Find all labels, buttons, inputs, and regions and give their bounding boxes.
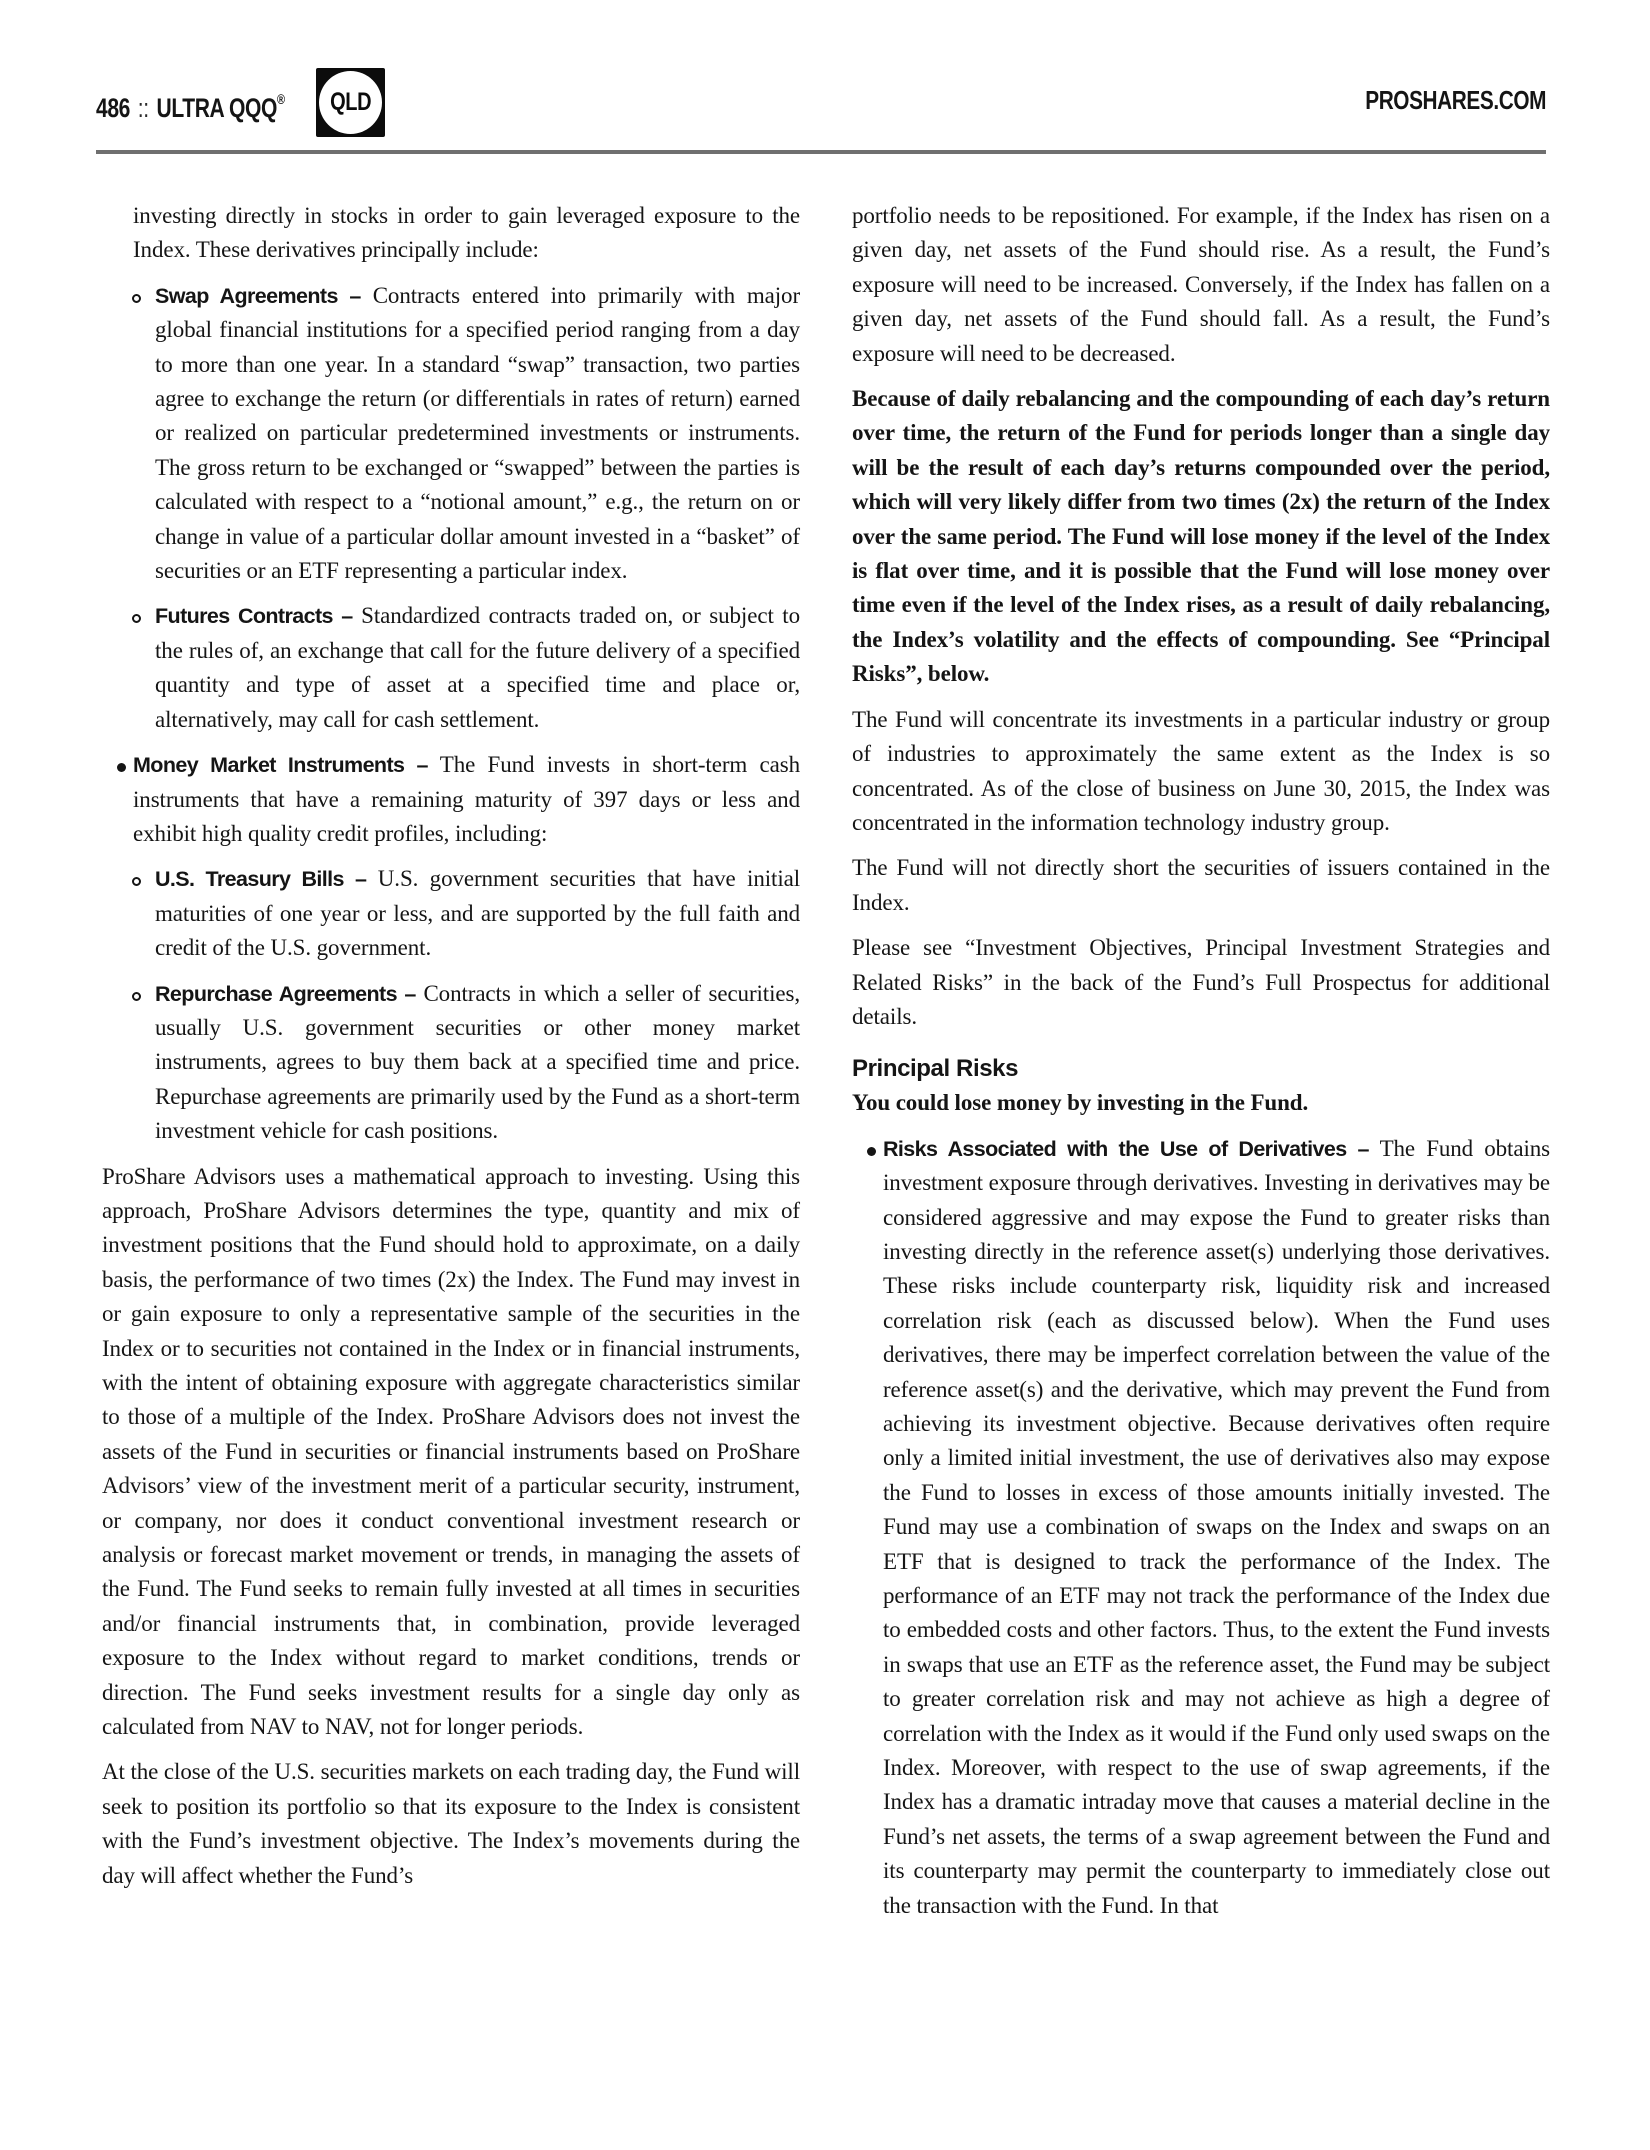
filled-bullet-icon [117, 763, 126, 772]
bullet-item [102, 748, 800, 851]
header-separator: :: [137, 93, 149, 123]
section-heading: Principal Risks [852, 1055, 1019, 1083]
left-column [102, 199, 800, 1934]
bullet-lead-label: Swap Agreements – [155, 283, 361, 308]
bullet-text: The Fund invests in short-term cash instruments that have a remaining maturity of 397 days or less and exhibit high quality credit profiles, including: [133, 752, 800, 846]
right-column [852, 199, 1550, 1934]
header-fund-title [96, 85, 285, 122]
page-header [96, 0, 1546, 154]
bold-paragraph: Because of daily rebalancing and the compounding of each day’s return over time, the return of the Fund for periods longer than a single day will be the result of each day’s returns compounded over the period, which will very likely differ from two times (2x) the return of the Index over the same period. The Fund will lose money if the level of the Index is flat over time, and it is possible that the Fund will lose money over time even if the level of the Index rises, as a result of daily rebalancing, the Index’s volatility and the effects of compounding. See “Principal Risks”, below. [852, 386, 1550, 687]
bullet-item [102, 862, 800, 965]
bullet-item [102, 977, 800, 1149]
bullet-lead-label: Risks Associated with the Use of Derivatives – [883, 1136, 1369, 1161]
bullet-lead-label: U.S. Treasury Bills – [155, 867, 367, 892]
bold-paragraph: You could lose money by investing in the Fund. [852, 1090, 1309, 1116]
page-number: 486 [96, 93, 130, 123]
bullet-text: The Fund obtains investment exposure through derivatives. Investing in derivatives may be considered aggressive and may expose the Fund to greater risks than investing directly in the reference asset(s) underlying those derivatives. These risks include counterparty risk, liquidity risk and increased correlation risk (each as discussed below). When the Fund uses derivatives, there may be imperfect correlation between the value of the reference asset(s) and the derivative, which may prevent the Fund from achieving its investment objective. Because derivatives often require only a limited initial investment, the use of derivatives also may expose the Fund to losses in excess of those amounts initially invested. The Fund may use a combination of swaps on the Index and swaps on an ETF that is designed to track the performance of the Index. The performance of an ETF may not track the performance of the Index due to embedded costs and other factors. Thus, to the extent the Fund invests in swaps that use an ETF as the reference asset, the Fund may be subject to greater correlation risk and may not achieve as high a degree of correlation with the Index as it would if the Fund only used swaps on the Index. Moreover, with respect to the use of swap agreements, if the Index has a dramatic intraday move that causes a material decline in the Fund’s net assets, the terms of a swap agreement between the Fund and its counterparty may permit the counterparty to immediately close out the transaction with the Fund. In that [883, 1135, 1550, 1918]
bullet-text: Contracts entered into primarily with major global financial institutions for a specified period ranging from a day to more than one year. In a standard “swap” transaction, two parties agree to exchange the return (or differentials in rates of return) earned or realized on particular predetermined investments or instruments. The gross return to be exchanged or “swapped” between the parties is calculated with respect to a “notional amount,” e.g., the return on or change in value of a particular dollar amount invested in a “basket” of securities or an ETF representing a particular index. [155, 282, 801, 584]
circle-bullet-icon [132, 877, 141, 886]
ticker-circle [319, 71, 382, 134]
registered-mark: ® [277, 91, 286, 107]
paragraph: portfolio needs to be repositioned. For example, if the Index has risen on a given day, net assets of the Fund should rise. As a result, the Fund’s exposure will need to be increased. Conversely, if the Index has fallen on a given day, net assets of the Fund should fall. As a result, the Fund’s exposure will need to be decreased. [852, 203, 1550, 366]
paragraph: At the close of the U.S. securities markets on each trading day, the Fund will seek to position its portfolio so that its exposure to the Index is consistent with the Fund’s investment objective. The Index’s movements during the day will affect whether the Fund’s [102, 1759, 800, 1888]
paragraph: The Fund will not directly short the securities of issuers contained in the Index. [852, 855, 1550, 915]
paragraph: Please see “Investment Objectives, Principal Investment Strategies and Related Risks” in the back of the Fund’s Full Prospectus for additional details. [852, 935, 1550, 1029]
website-url: PROSHARES.COM [1365, 85, 1546, 115]
ticker-label: QLD [329, 88, 372, 116]
two-column-body [102, 199, 1550, 1934]
bullet-item [852, 1132, 1550, 1923]
bullet-lead-label: Repurchase Agreements – [155, 981, 416, 1006]
bullet-lead-label: Futures Contracts – [155, 604, 353, 629]
filled-bullet-icon [867, 1147, 876, 1156]
bullet-item [102, 599, 800, 737]
circle-bullet-icon [132, 614, 141, 623]
paragraph: investing directly in stocks in order to gain leveraged exposure to the Index. These derivatives principally include: [133, 203, 800, 263]
header-divider [96, 150, 1546, 154]
bullet-lead-label: Money Market Instruments – [133, 753, 428, 778]
bullet-text: Contracts in which a seller of securities, usually U.S. government securities or other money market instruments, agrees to buy them back at a specified time and price. Repurchase agreements are primarily used by the Fund as a short-term investment vehicle for cash positions. [155, 980, 800, 1144]
fund-name: ULTRA QQQ [156, 93, 278, 123]
paragraph: The Fund will concentrate its investments in a particular industry or group of industries to approximately the same extent as the Index is so concentrated. As of the close of business on June 30, 2015, the Index was concentrated in the information technology industry group. [852, 706, 1550, 835]
bullet-text: Standardized contracts traded on, or subject to the rules of, an exchange that call for the future delivery of a specified quantity and type of asset at a specified time and place or, alternatively, may call for cash settlement. [155, 603, 800, 732]
circle-bullet-icon [132, 992, 141, 1001]
bullet-item [102, 279, 800, 589]
fund-ticker-logo [316, 68, 385, 137]
paragraph: ProShare Advisors uses a mathematical approach to investing. Using this approach, ProShare Advisors determines the type, quantity and mix of investment positions that the Fund should hold to approximate, on a daily basis, the performance of two times (2x) the Index. The Fund may invest in or gain exposure to only a representative sample of the securities in the Index or to securities not contained in the Index or in financial instruments, with the intent of obtaining exposure with aggregate characteristics similar to those of a multiple of the Index. ProShare Advisors does not invest the assets of the Fund in securities or financial instruments based on ProShare Advisors’ view of the investment merit of a particular security, instrument, or company, nor does it conduct conventional investment research or analysis or forecast market movement or trends, in managing the assets of the Fund. The Fund seeks to remain fully invested at all times in securities and/or financial instruments that, in combination, provide leveraged exposure to the Index without regard to market conditions, trends or direction. The Fund seeks investment results for a single day only as calculated from NAV to NAV, not for longer periods. [102, 1163, 800, 1740]
circle-bullet-icon [132, 294, 141, 303]
bullet-text: U.S. government securities that have initial maturities of one year or less, and are supported by the full faith and credit of the U.S. government. [155, 866, 801, 961]
